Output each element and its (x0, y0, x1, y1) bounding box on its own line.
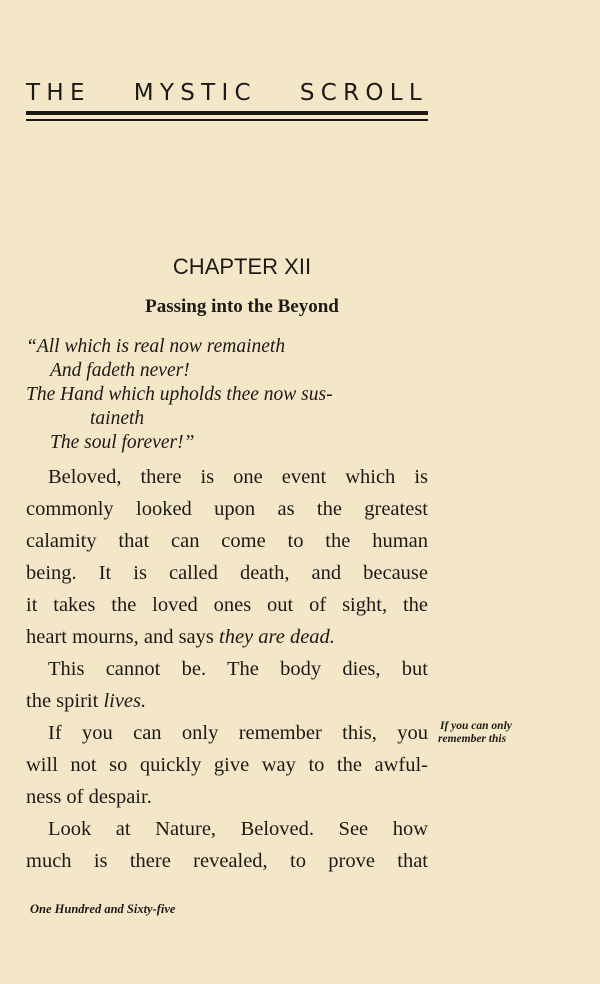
body-line: commonly looked upon as the greatest (26, 498, 428, 520)
chapter-heading: CHAPTER XII (172, 254, 312, 279)
poem-line: And fadeth never! (50, 360, 190, 381)
body-line: calamity that can come to the human (26, 530, 428, 552)
margin-note-line: remember this (438, 733, 507, 745)
margin-note-line: If you can only (440, 720, 512, 732)
poem-line: taineth (90, 408, 145, 429)
body-line: it takes the loved ones out of sight, the (26, 594, 428, 616)
body-line: This cannot be. The body dies, but (48, 658, 428, 680)
emphasis: they are dead. (219, 626, 335, 648)
body-line: Look at Nature, Beloved. See how (48, 818, 428, 840)
poem-line: The Hand which upholds thee now sus- (26, 384, 333, 405)
body-line: ness of despair. (26, 786, 152, 808)
emphasis: lives. (103, 690, 147, 712)
body-line: Beloved, there is one event which is (48, 466, 428, 488)
body-line: will not so quickly give way to the awful- (26, 754, 428, 776)
body-text: heart mourns, and says (26, 626, 214, 648)
poem-line: The soul forever!” (50, 432, 195, 453)
header-rule-thick (26, 111, 428, 115)
body-line (26, 626, 335, 649)
margin-note (440, 720, 512, 746)
body-text: the spirit (26, 690, 99, 712)
body-line: being. It is called death, and because (26, 562, 428, 584)
body-line (26, 690, 146, 713)
page-number-footer: One Hundred and Sixty-five (30, 902, 176, 916)
body-line: much is there revealed, to prove that (26, 850, 428, 872)
header-rule-thin (26, 119, 428, 121)
chapter-subtitle: Passing into the Beyond (145, 296, 339, 317)
body-line: If you can only remember this, you (48, 722, 428, 744)
running-head: THE MYSTIC SCROLL (26, 80, 428, 106)
poem-line: “All which is real now remaineth (26, 336, 286, 357)
